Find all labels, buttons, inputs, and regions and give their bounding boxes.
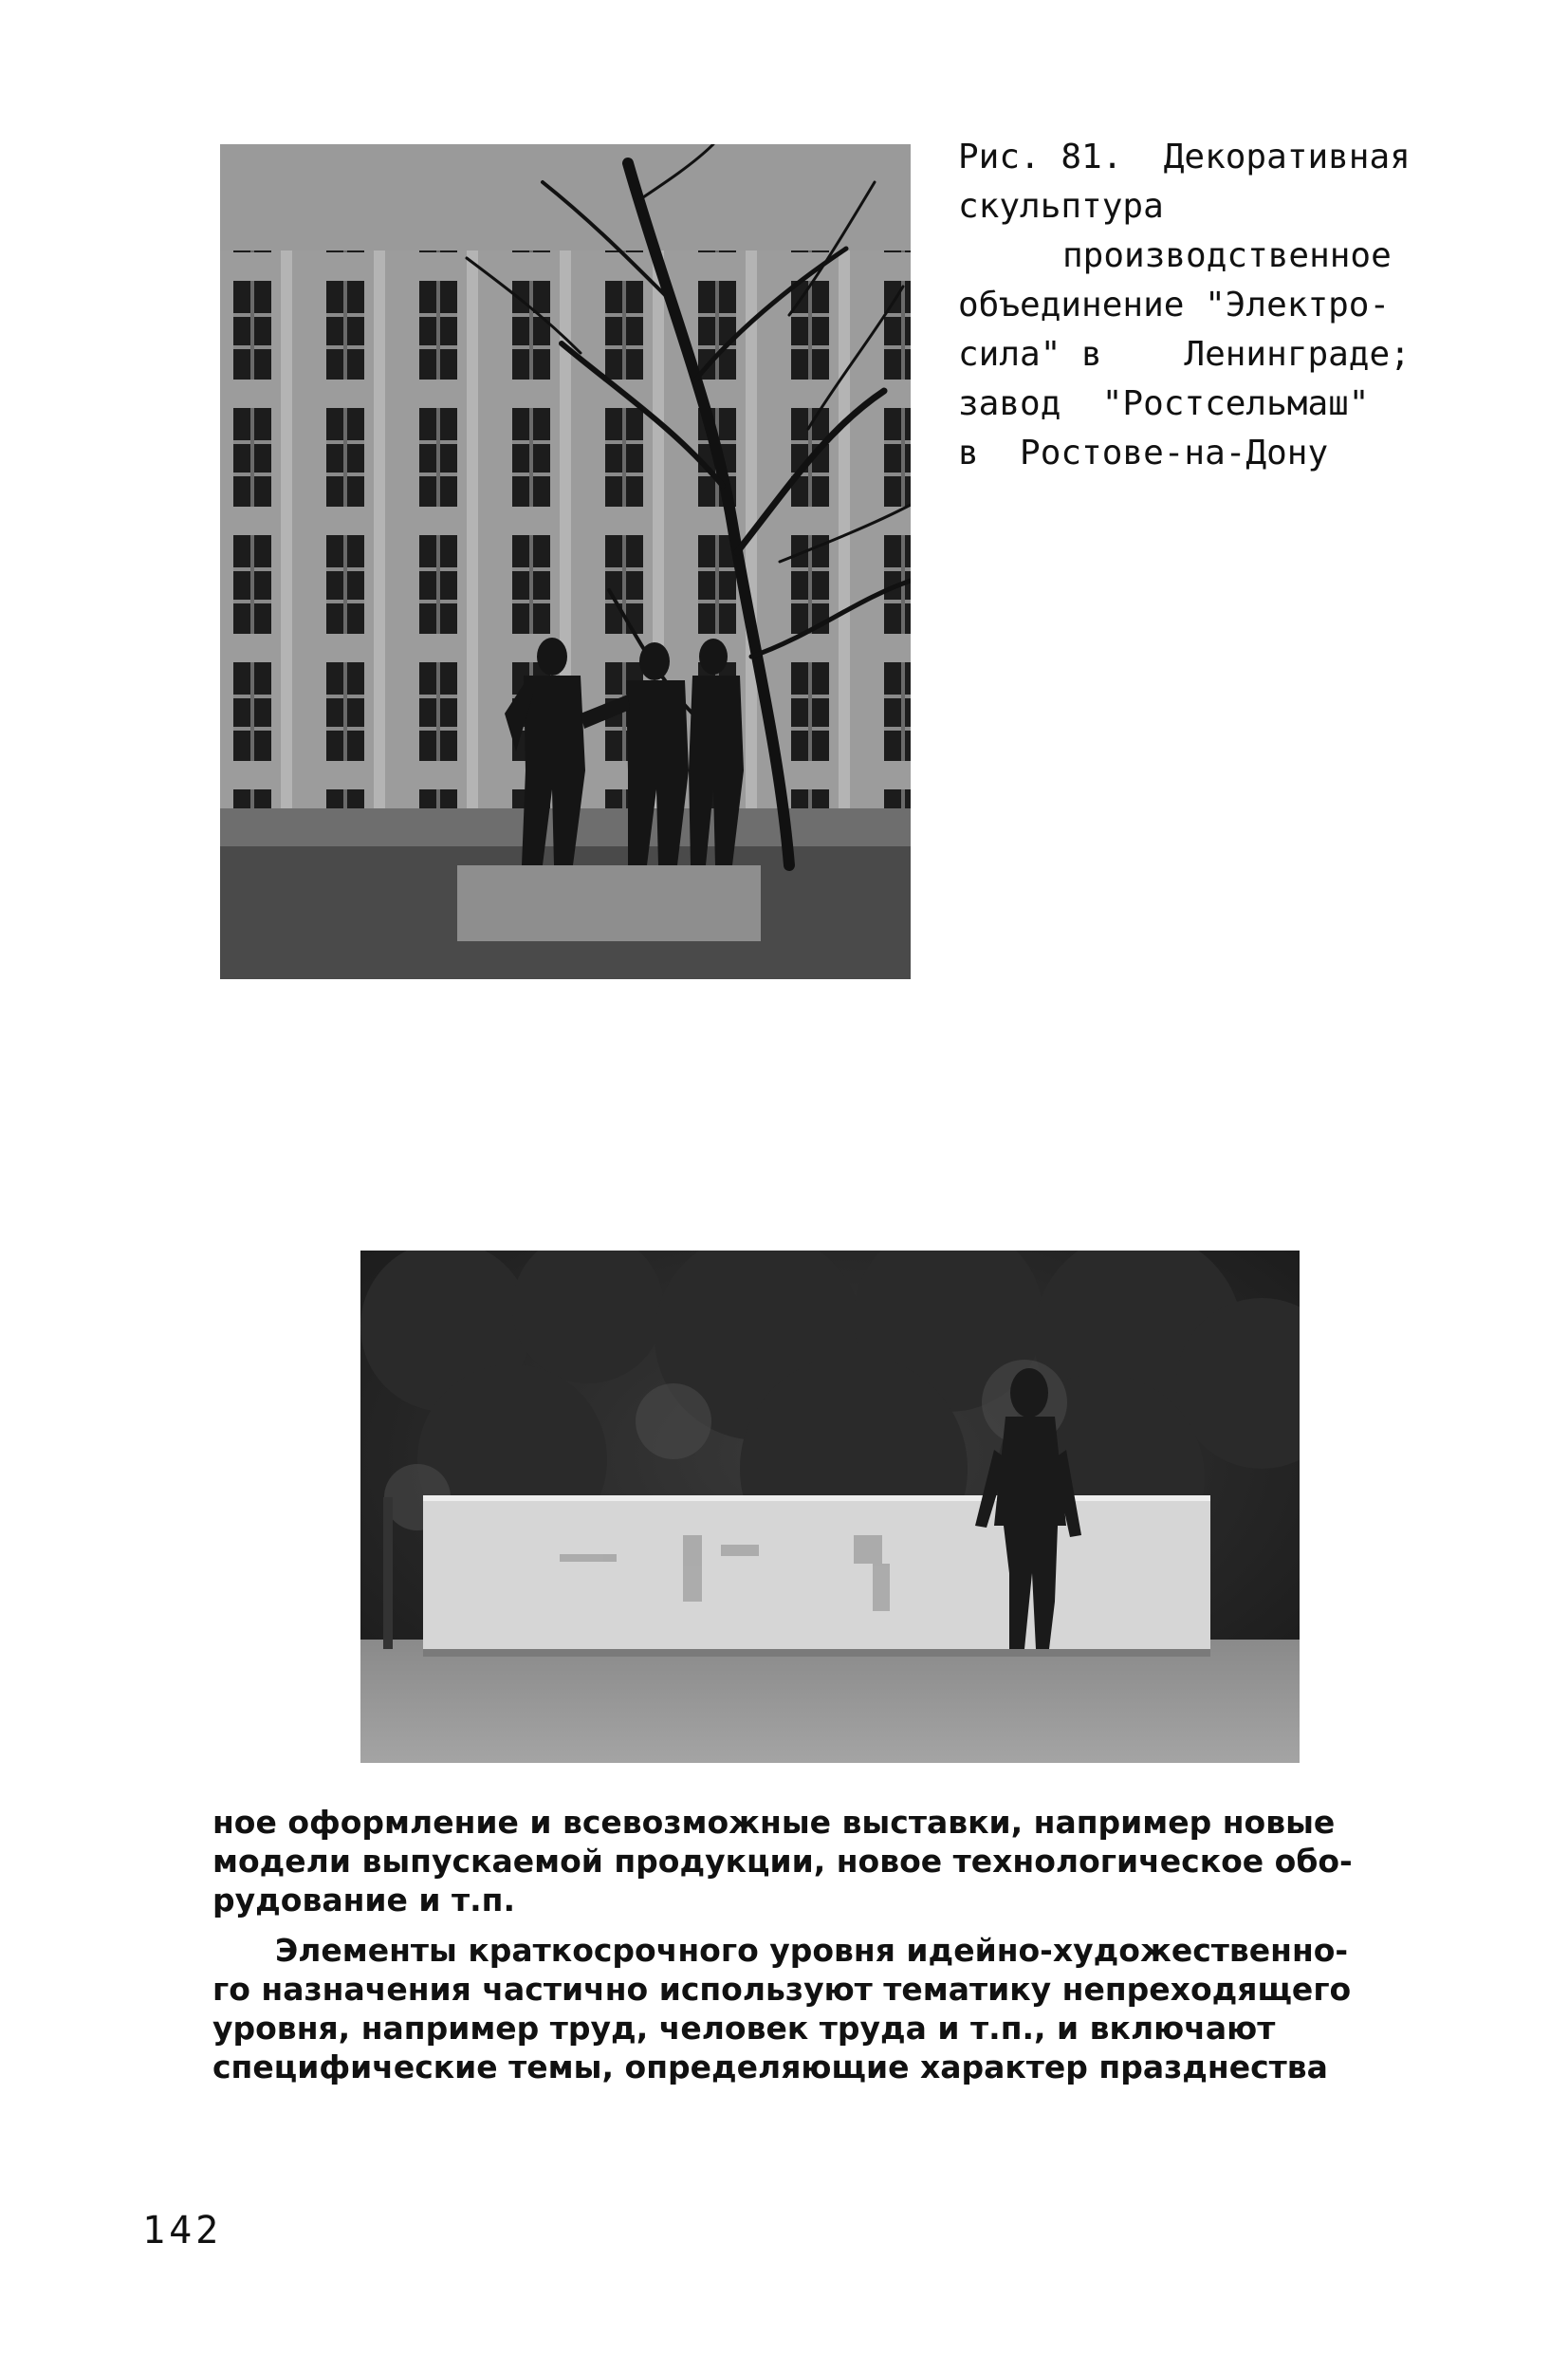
sculpture-photo-rostselmash-image [360, 1251, 1300, 1763]
figure-caption [958, 133, 1432, 478]
paragraph2-line-2: го назначения частично используют тематику непреходящего [212, 1971, 1352, 2008]
caption-line-2: скульптура [958, 187, 1164, 226]
paragraph2-line-3: уровня, например труд, человек труда и т.п., и включают [212, 2010, 1276, 2047]
sculpture-photo-rostselmash [360, 1251, 1300, 1763]
paragraph2-line-1: Элементы краткосрочного уровня идейно-художественно- [275, 1932, 1349, 1969]
paragraph2-line-4: специфические темы, определяющие характер празднества [212, 2048, 1328, 2085]
caption-line-6: завод "Ростсельмаш" [958, 384, 1370, 423]
caption-line-7: в Ростове-на-Дону [958, 434, 1329, 473]
body-text [212, 1803, 1427, 2086]
caption-line-5: сила" в Ленинграде; [958, 335, 1411, 374]
caption-line-1: Рис. 81. Декоративная [958, 138, 1411, 176]
sculpture-photo-electrosila [220, 144, 911, 979]
paragraph1-line-3: рудование и т.п. [212, 1881, 516, 1918]
page-number: 142 [142, 2209, 223, 2252]
paragraph-gap [212, 1919, 1427, 1931]
caption-line-3: производственное [1062, 236, 1392, 275]
paragraph1-line-2: модели выпускаемой продукции, новое технологическое обо- [212, 1843, 1353, 1880]
caption-line-4: объединение "Электро- [958, 286, 1391, 324]
sculpture-photo-electrosila-image [220, 144, 911, 979]
paragraph1-line-1: ное оформление и всевозможные выставки, например новые [212, 1804, 1336, 1841]
